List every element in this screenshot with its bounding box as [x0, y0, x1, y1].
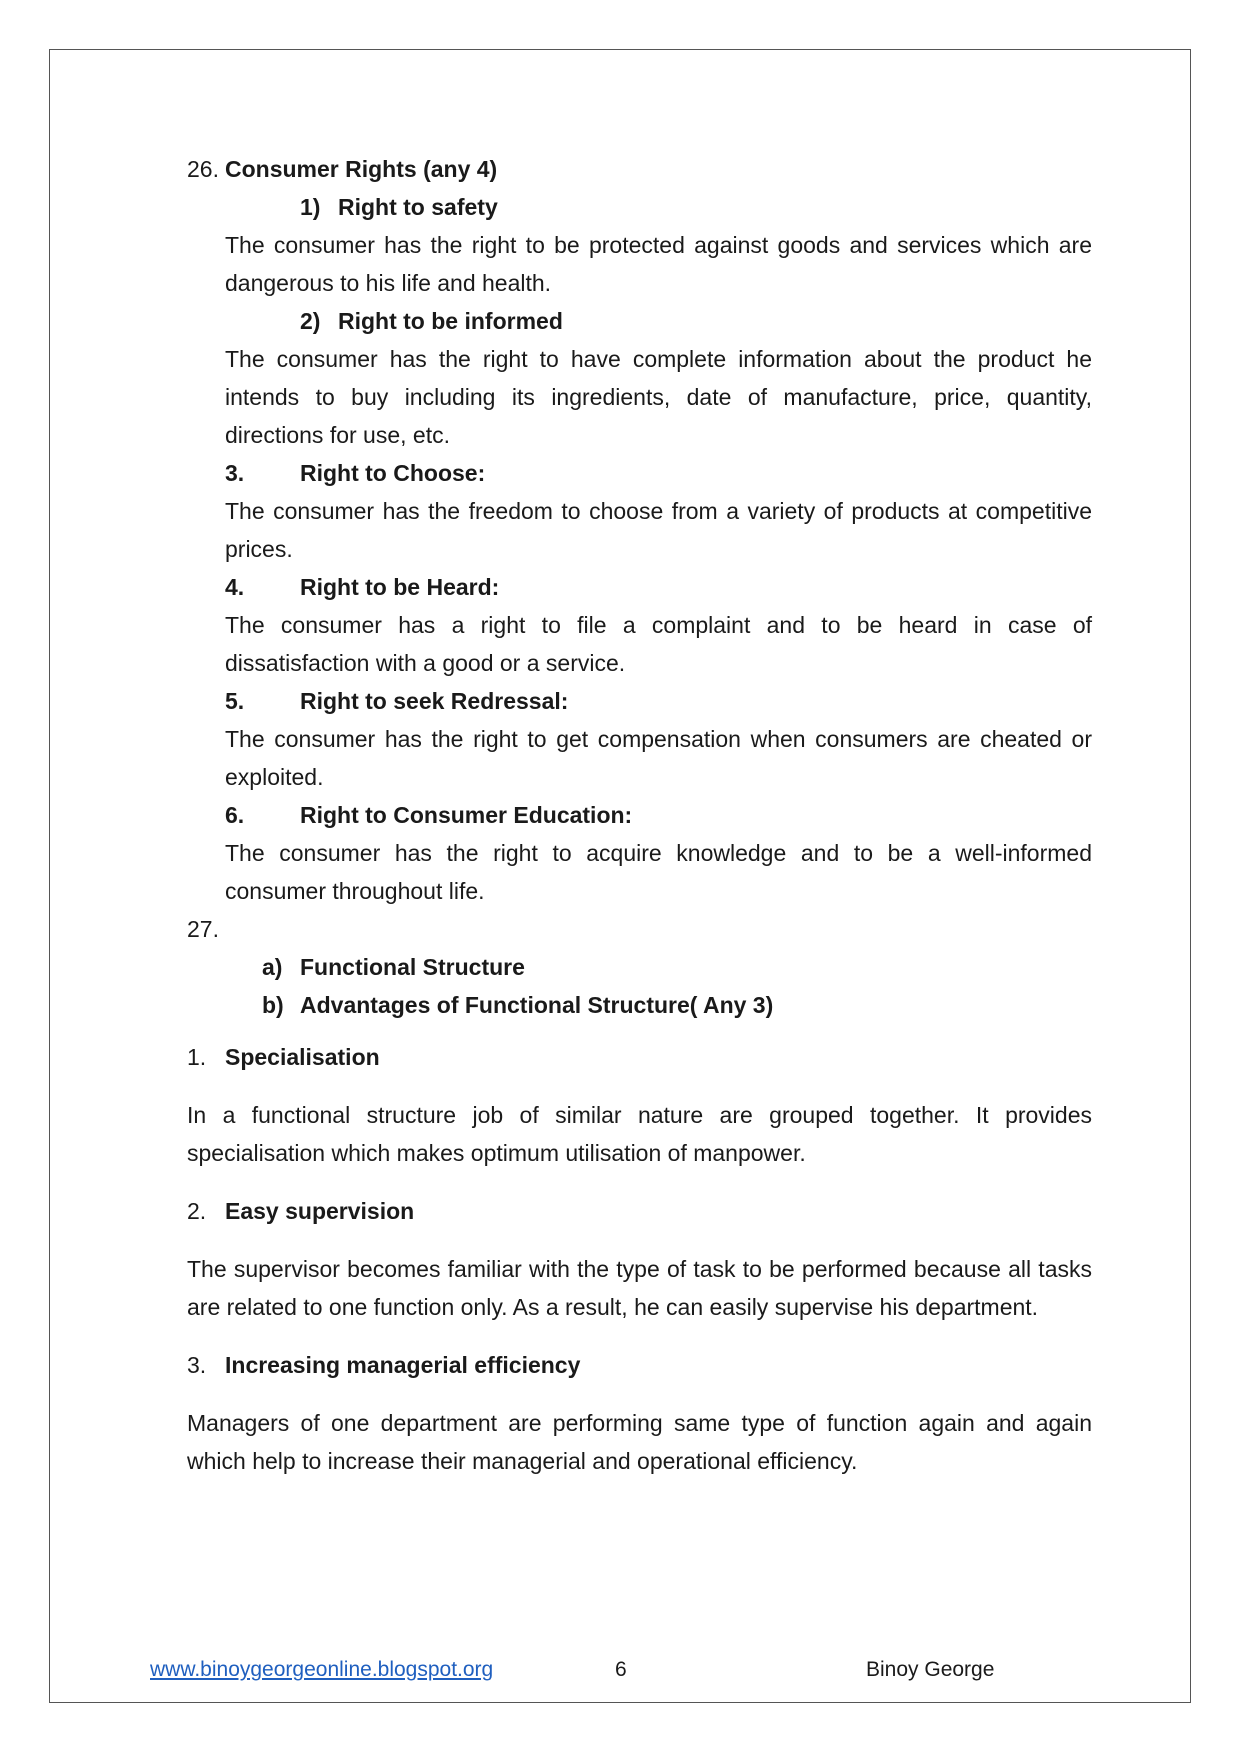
right-title: Right to Choose: — [300, 460, 486, 486]
advantage-description: Managers of one department are performing same type of function again and again which help to increase their managerial and operational efficiency. — [187, 1410, 1092, 1474]
right-title: Right to Consumer Education: — [300, 802, 633, 828]
advantage-title: Increasing managerial efficiency — [225, 1352, 581, 1378]
right-heading — [187, 796, 1092, 834]
page-footer — [0, 1655, 1241, 1685]
right-heading — [187, 188, 1092, 226]
right-number: 2) — [300, 308, 321, 334]
right-number: 3. — [225, 460, 245, 486]
question-26-heading — [187, 150, 1092, 188]
advantage-description: The supervisor becomes familiar with the type of task to be performed because all tasks are related to one function only. As a result, he can easily supervise his department. — [187, 1256, 1092, 1320]
advantage-number: 1. — [187, 1044, 207, 1070]
advantage-title: Easy supervision — [225, 1198, 415, 1224]
advantage-number: 2. — [187, 1198, 207, 1224]
right-number: 5. — [225, 688, 245, 714]
right-heading — [187, 302, 1092, 340]
right-description: The consumer has a right to file a complaint and to be heard in case of dissatisfaction with a good or a service. — [225, 612, 1092, 676]
question-title: Consumer Rights (any 4) — [225, 156, 498, 182]
right-number: 4. — [225, 574, 245, 600]
question-number: 26. — [187, 156, 219, 182]
document-body — [187, 150, 1092, 1480]
part-title: Functional Structure — [300, 954, 525, 980]
page-number: 6 — [615, 1658, 627, 1681]
right-title: Right to be Heard: — [300, 574, 500, 600]
advantage-number: 3. — [187, 1352, 207, 1378]
right-number: 1) — [300, 194, 321, 220]
question-27-heading — [187, 910, 1092, 948]
author-name: Binoy George — [866, 1658, 995, 1681]
advantage-description: In a functional structure job of similar nature are grouped together. It provides specialisation which makes optimum utilisation of manpower. — [187, 1102, 1092, 1166]
right-title: Right to safety — [338, 194, 498, 220]
right-heading — [187, 682, 1092, 720]
right-description: The consumer has the right to have complete information about the product he intends to buy including its ingredients, date of manufacture, price, quantity, directions for use, etc. — [225, 346, 1092, 448]
right-description: The consumer has the freedom to choose from a variety of products at competitive prices. — [225, 498, 1092, 562]
right-description: The consumer has the right to get compensation when consumers are cheated or exploited. — [225, 726, 1092, 790]
advantage-title: Specialisation — [225, 1044, 380, 1070]
right-number: 6. — [225, 802, 245, 828]
right-title: Right to seek Redressal: — [300, 688, 569, 714]
part-letter: a) — [262, 954, 283, 980]
advantage-heading — [187, 1192, 1092, 1230]
advantage-heading — [187, 1038, 1092, 1076]
part-letter: b) — [262, 992, 284, 1018]
part-heading — [187, 986, 1092, 1024]
right-title: Right to be informed — [338, 308, 563, 334]
question-number: 27. — [187, 916, 219, 942]
right-heading — [187, 568, 1092, 606]
part-title: Advantages of Functional Structure( Any 3) — [300, 992, 774, 1018]
website-link[interactable]: www.binoygeorgeonline.blogspot.org — [150, 1658, 494, 1681]
right-heading — [187, 454, 1092, 492]
right-description: The consumer has the right to acquire knowledge and to be a well-informed consumer throughout life. — [225, 840, 1092, 904]
right-description: The consumer has the right to be protected against goods and services which are dangerous to his life and health. — [225, 232, 1092, 296]
advantage-heading — [187, 1346, 1092, 1384]
part-heading — [187, 948, 1092, 986]
